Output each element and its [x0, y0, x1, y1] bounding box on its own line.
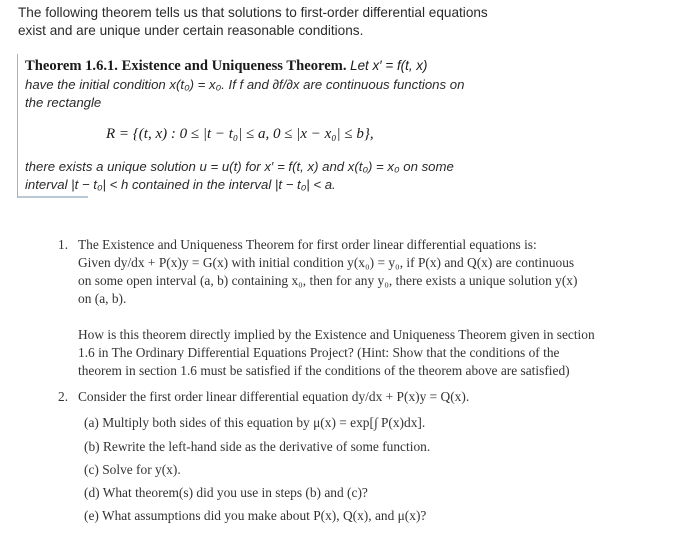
problem-1-number: 1.: [58, 237, 69, 252]
theorem-box: [17, 54, 523, 198]
theorem-title: Theorem 1.6.1. Existence and Uniqueness Theorem.: [25, 58, 347, 74]
problem-1-para2-line-3: theorem in section 1.6 must be satisfied if the conditions of the theorem above are satisfied): [78, 363, 570, 378]
intro-line-2: exist and are unique under certain reasonable conditions.: [18, 23, 364, 38]
problem-1-para2-line-1: How is this theorem directly implied by the Existence and Uniqueness Theorem given in section: [78, 327, 595, 342]
theorem-line-3: there exists a unique solution u = u(t) for x′ = f(t, x) and x(t₀) = x₀ on some: [25, 159, 454, 174]
problem-1-line-4: on (a, b).: [78, 291, 127, 306]
problem-1-line-2: Given dy/dx + P(x)y = G(x) with initial condition y(x₀) = y₀, if P(x) and Q(x) are continuous: [78, 255, 575, 270]
intro-line-1: The following theorem tells us that solutions to first-order differential equations: [18, 5, 488, 20]
theorem-line-1: have the initial condition x(t₀) = x₀. If f and ∂f/∂x are continuous functions on: [25, 77, 465, 92]
problem-2-number: 2.: [58, 389, 69, 404]
problem-2-part-a: (a) Multiply both sides of this equation by μ(x) = exp[∫ P(x)dx].: [84, 415, 426, 430]
problem-2-part-b: (b) Rewrite the left-hand side as the derivative of some function.: [84, 439, 431, 454]
problem-1-line-1: The Existence and Uniqueness Theorem for first order linear differential equations is:: [78, 237, 537, 252]
problem-2-part-d: (d) What theorem(s) did you use in steps (b) and (c)?: [84, 485, 368, 500]
theorem-line-2: the rectangle: [25, 95, 102, 110]
problem-2-part-c: (c) Solve for y(x).: [84, 462, 181, 477]
problem-1-para2-line-2: 1.6 in The Ordinary Differential Equations Project? (Hint: Show that the conditions of the: [78, 345, 560, 360]
theorem-heading: [25, 56, 525, 76]
intro-text: [18, 4, 668, 40]
problem-2-part-e: (e) What assumptions did you make about P(x), Q(x), and μ(x)?: [84, 508, 427, 523]
theorem-rectangle: R = {(t, x) : 0 ≤ |t − t₀| ≤ a, 0 ≤ |x − x₀| ≤ b},: [106, 126, 374, 142]
theorem-heading-tail: Let x′ = f(t, x): [350, 58, 428, 73]
theorem-underline: [18, 196, 88, 198]
problem-2-intro: Consider the first order linear differential equation dy/dx + P(x)y = Q(x).: [78, 389, 470, 404]
theorem-line-4: interval |t − t₀| < h contained in the interval |t − t₀| < a.: [25, 177, 336, 192]
problem-1-line-3: on some open interval (a, b) containing x₀, then for any y₀, there exists a unique solution y(x): [78, 273, 578, 288]
